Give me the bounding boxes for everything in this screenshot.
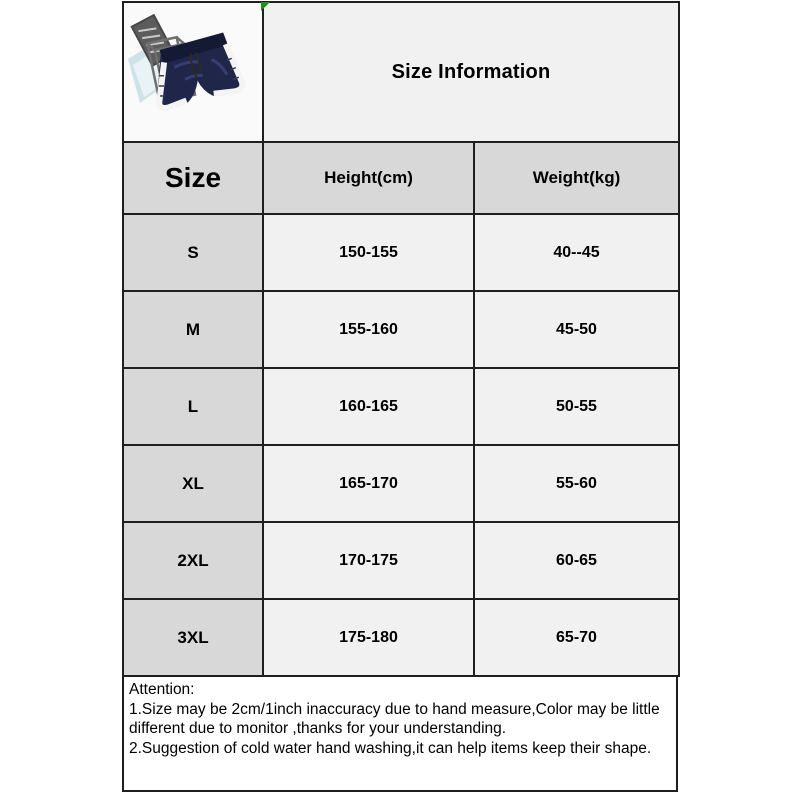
weight-value: 55-60 (474, 445, 679, 522)
attention-line: 2.Suggestion of cold water hand washing,it can help items keep their shape. (129, 739, 652, 757)
height-value: 160-165 (263, 368, 474, 445)
size-label: L (123, 368, 263, 445)
height-value: 165-170 (263, 445, 474, 522)
attention-line: different due to monitor ,thanks for your understanding. (129, 720, 507, 737)
table-row-2xl (123, 522, 679, 599)
size-label: 2XL (123, 522, 263, 599)
product-photo (124, 3, 263, 141)
height-value: 175-180 (263, 599, 474, 676)
table-row-m (123, 291, 679, 368)
product-photo-cell (123, 2, 263, 142)
green-corner-marker (261, 2, 270, 11)
height-value: 155-160 (263, 291, 474, 368)
height-value: 150-155 (263, 214, 474, 291)
weight-value: 40--45 (474, 214, 679, 291)
size-label: 3XL (123, 599, 263, 676)
weight-value: 60-65 (474, 522, 679, 599)
size-label: S (123, 214, 263, 291)
table-header-row (123, 142, 679, 214)
photo-title-row (123, 2, 679, 142)
weight-value: 65-70 (474, 599, 679, 676)
table-row-xl (123, 445, 679, 522)
attention-line: 1.Size may be 2cm/1inch inaccuracy due to hand measure,Color may be little (129, 700, 660, 718)
size-label: XL (123, 445, 263, 522)
height-value: 170-175 (263, 522, 474, 599)
table-row-3xl (123, 599, 679, 676)
attention-heading: Attention: (129, 681, 195, 698)
size-chart-sheet (122, 0, 678, 792)
weight-value: 50-55 (474, 368, 679, 445)
table-row-l (123, 368, 679, 445)
size-table (122, 1, 680, 677)
size-information-title: Size Information (263, 2, 679, 142)
size-label: M (123, 291, 263, 368)
table-row-s (123, 214, 679, 291)
weight-value: 45-50 (474, 291, 679, 368)
column-header-weight: Weight(kg) (474, 142, 679, 214)
attention-note (122, 675, 678, 792)
column-header-size: Size (123, 142, 263, 214)
column-header-height: Height(cm) (263, 142, 474, 214)
